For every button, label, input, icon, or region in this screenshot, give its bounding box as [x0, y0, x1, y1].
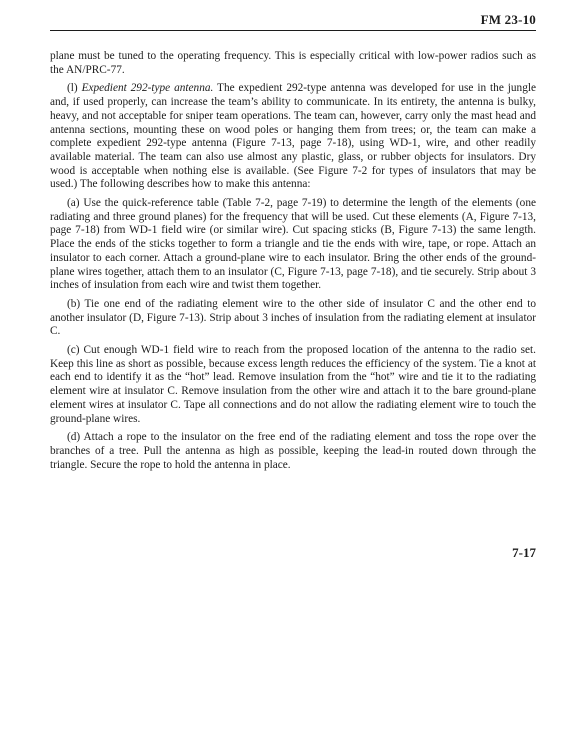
paragraph-text: The expedient 292-type antenna was developed for use in the jungle and, if used properly, can increase the team’s ability to communicate. In its entirety, the antenna is bulky, heavy, and not acceptable for sniper team operations. The team can, however, carry only the mast head and antenna sections, mounting these on wood poles or hanging them from trees; or, the team can make a complete expedient 292-type antenna (Figure 7-13, page 7-18), using WD-1, wire, and other readily available material. The team can also use almost any plastic, glass, or rubber objects for insulators. Dry wood is acceptable when nothing else is available. (See Figure 7-2 for types of insulators that may be used.) The following describes how to make this antenna:	[50, 82, 536, 191]
step-c: (c) Cut enough WD-1 field wire to reach from the proposed location of the antenna to the radio set. Keep this line as short as possible, because excess length reduces the efficiency of the system. Tie a knot at each end to identify it as the “hot” lead. Remove insulation from the “hot” wire and tie it to the radiating element wire at insulator C. Remove insulation from the other wire and attach it to the bare ground-plane element wires at insulator C. Tape all connections and do not allow the radiating element wire to touch the ground-plane wires.	[50, 344, 536, 425]
paragraph-expedient-antenna	[50, 82, 536, 192]
page-header	[50, 12, 536, 32]
header-rule	[50, 30, 536, 31]
paragraph-heading: Expedient 292-type antenna.	[81, 82, 214, 95]
document-title: FM 23-10	[480, 12, 536, 27]
paragraph-marker: (l)	[67, 82, 82, 95]
page-body	[50, 50, 536, 477]
page-number: 7-17	[512, 545, 536, 560]
step-a: (a) Use the quick-reference table (Table 7-2, page 7-19) to determine the length of the elements (one radiating and three ground planes) for the frequency that will be used. Cut these elements (A, Figure 7-13, page 7-18) from WD-1 field wire (or similar wire). Cut spacing sticks (B, Figure 7-13) the same length. Place the ends of the sticks together to form a triangle and tie the ends with wire, tape, or rope. Attach an insulator to each corner. Attach a ground-plane wire to each insulator. Bring the other ends of the ground-plane wires together, attach them to an insulator (C, Figure 7-13, page 7-18), and tie securely. Strip about 3 inches of insulation from each wire and twist them together.	[50, 197, 536, 292]
paragraph-continuation: plane must be tuned to the operating frequency. This is especially critical with low-power radios such as the AN/PRC-77.	[50, 50, 536, 76]
step-b: (b) Tie one end of the radiating element wire to the other side of insulator C and the other end to another insulator (D, Figure 7-13). Strip about 3 inches of insulation from the radiating element at insulator C.	[50, 297, 536, 338]
step-d: (d) Attach a rope to the insulator on the free end of the radiating element and toss the rope over the branches of a tree. Pull the antenna as high as possible, keeping the lead-in routed down through the triangle. Secure the rope to hold the antenna in place.	[50, 431, 536, 471]
